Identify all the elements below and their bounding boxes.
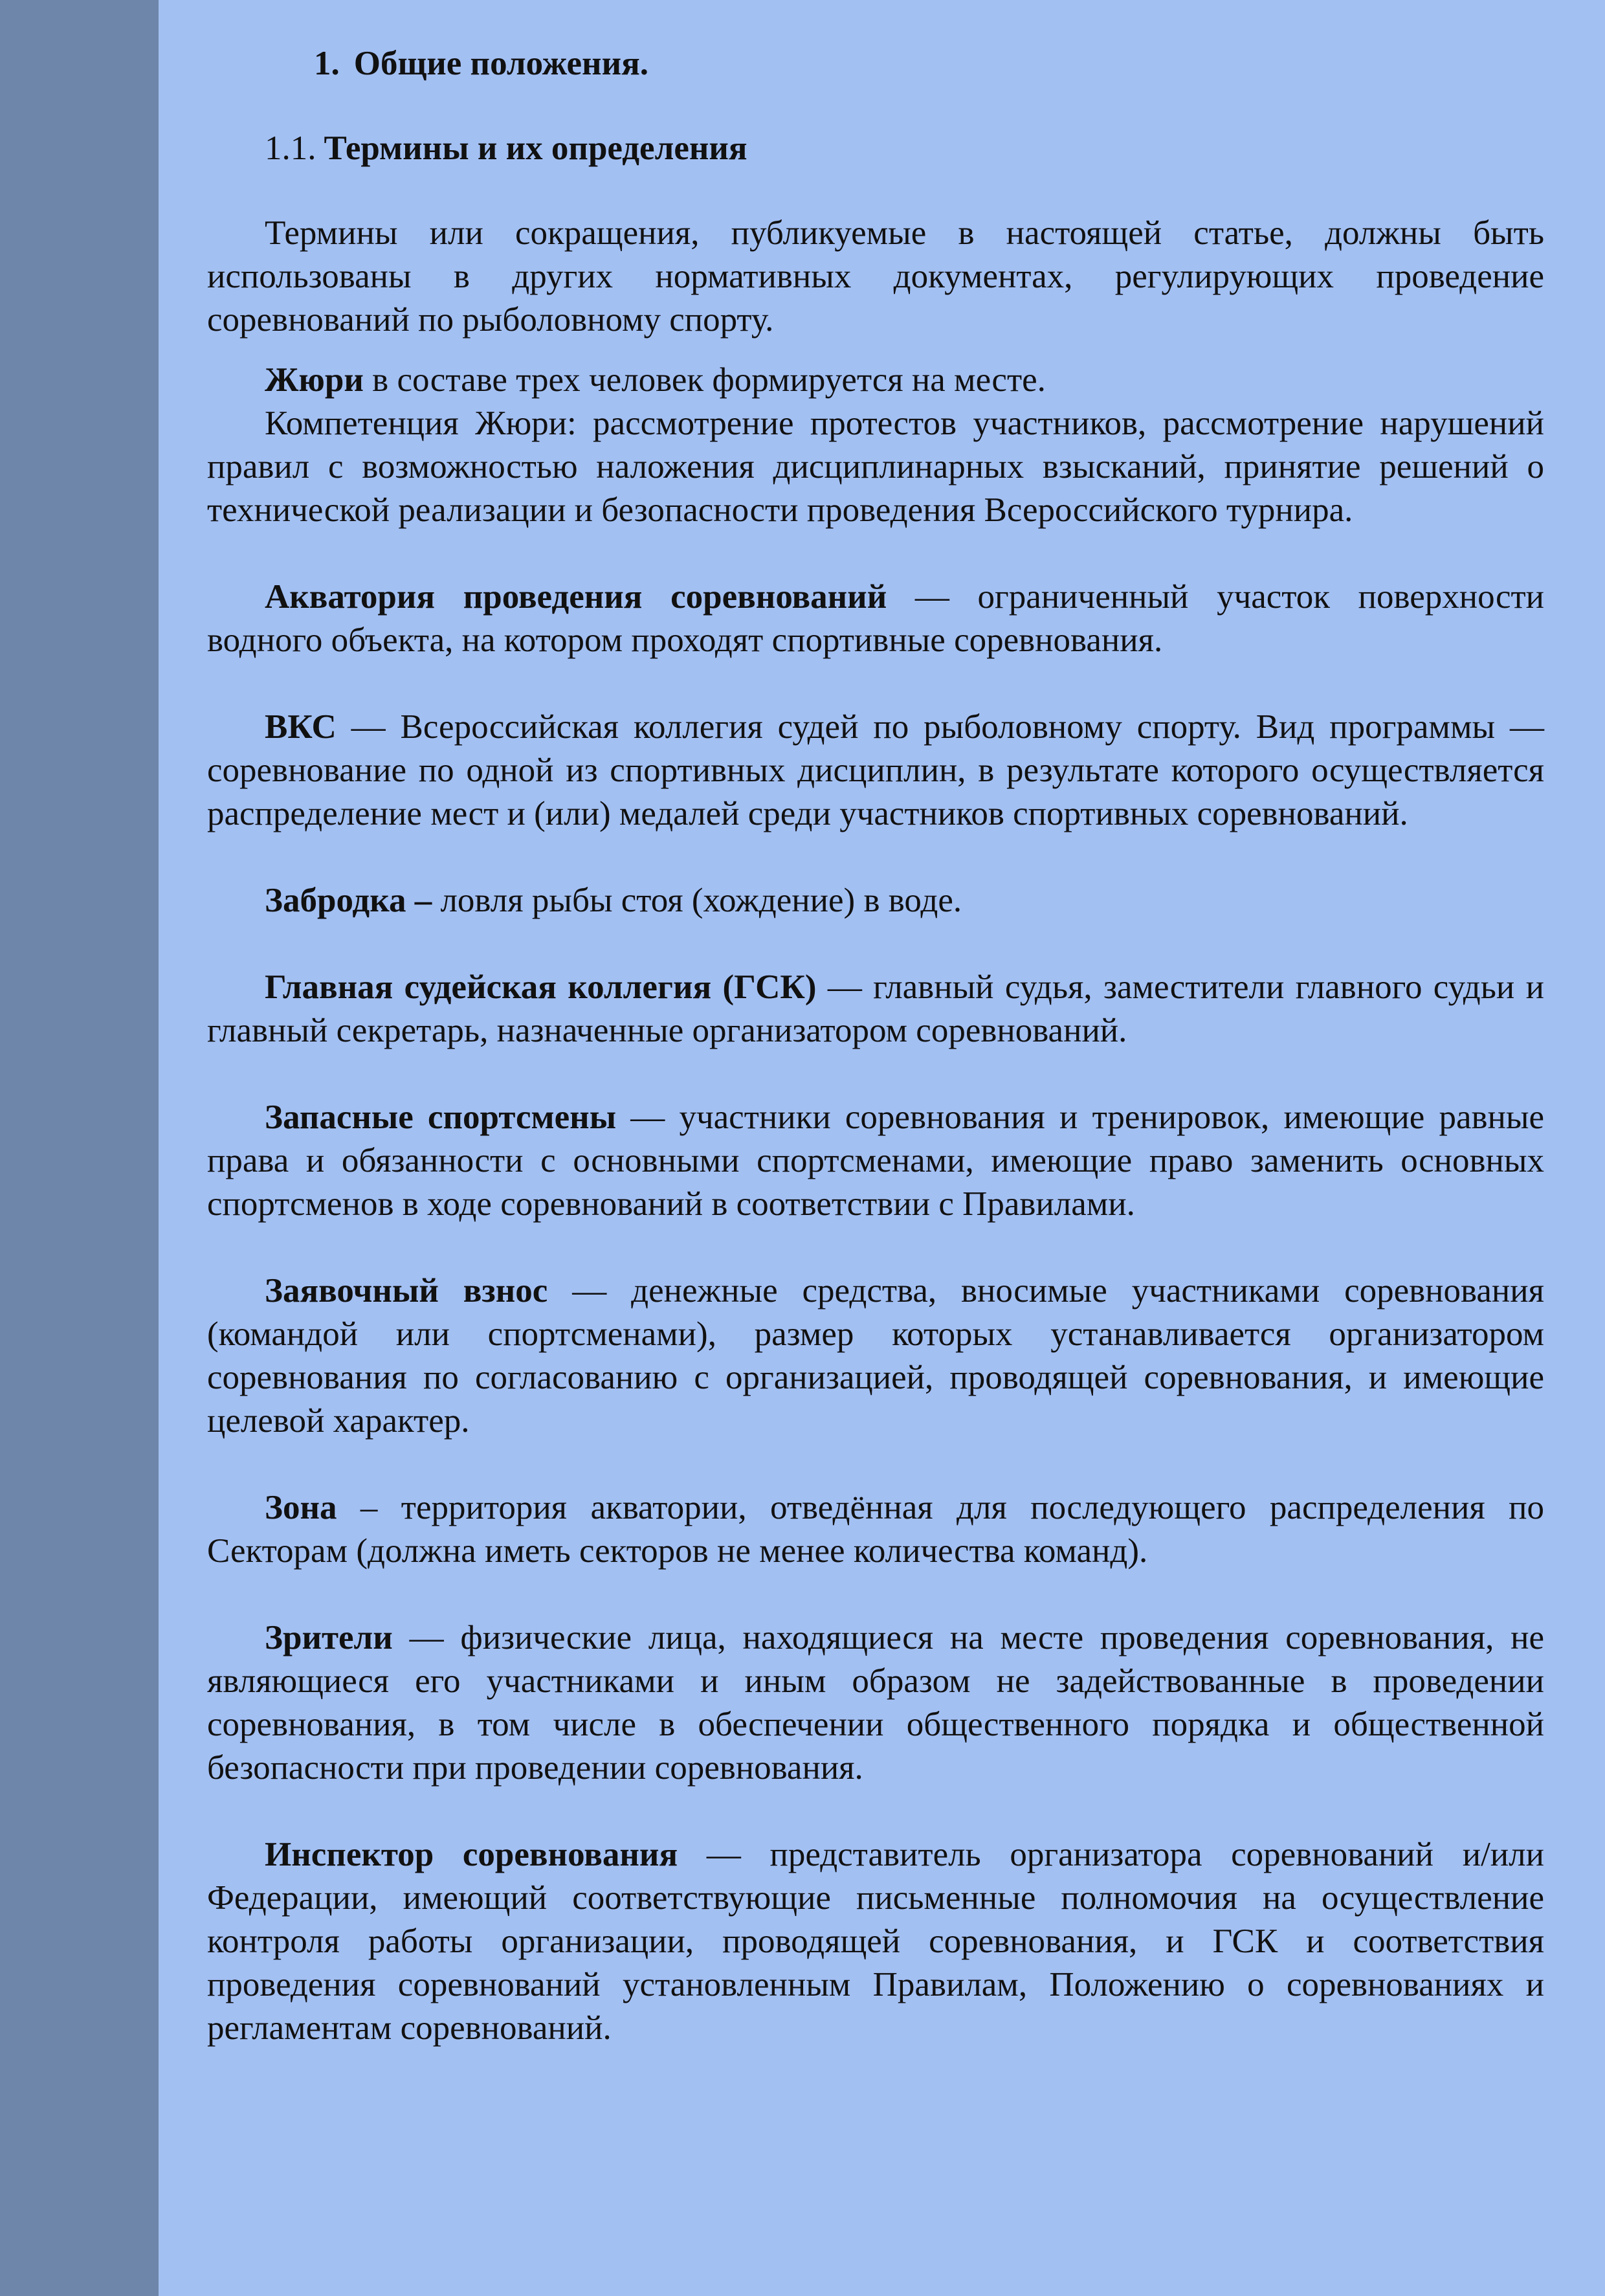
section-number: 1.	[314, 45, 340, 82]
document-content	[207, 42, 1544, 2050]
definition: — денежные средства, вносимые участниками соревнования (командой или спортсменами), размер которых устанавливается организатором соревнования по согласованию с организацией, проводящей соревнования, и имеющие целевой характер.	[207, 1272, 1544, 1440]
paragraph-zabrodka	[207, 879, 1544, 922]
term: Забродка –	[265, 882, 432, 919]
definition: ловля рыбы стоя (хождение) в воде.	[432, 882, 962, 919]
definition: в составе трех человек формируется на месте.	[363, 361, 1046, 399]
paragraph-intro	[207, 212, 1544, 342]
subsection-number: 1.1.	[265, 129, 316, 167]
paragraph-text: Компетенция Жюри: рассмотрение протестов участников, рассмотрение нарушений правил с возможностью наложения дисциплинарных взысканий, принятие решений о технической реализации и безопасности проведения Всероссийского турнира.	[207, 405, 1544, 529]
paragraph-zriteli	[207, 1616, 1544, 1790]
definition: — Всероссийская коллегия судей по рыболовному спорту. Вид программы — соревнование по одной из спортивных дисциплин, в результате которого осуществляется распределение мест и (или) медалей среди участников спортивных соревнований.	[207, 708, 1544, 832]
term: Заявочный взнос	[265, 1272, 548, 1310]
term: ВКС	[265, 708, 337, 746]
paragraph-gsk	[207, 966, 1544, 1053]
section-heading	[314, 42, 1544, 85]
term: Жюри	[265, 361, 364, 399]
subsection-title: Термины и их определения	[324, 129, 747, 167]
definition: — физические лица, находящиеся на месте проведения соревнования, не являющиеся его участниками и иным образом не задействованные в проведении соревнования, в том числе в обеспечении общественного порядка и общественной безопасности при проведении соревнования.	[207, 1619, 1544, 1787]
definition: — главный судья, заместители главного судьи и главный секретарь, назначенные организатором соревнований.	[207, 968, 1544, 1049]
paragraph-jury-competence	[207, 402, 1544, 532]
paragraph-zona	[207, 1486, 1544, 1573]
paragraph-jury	[207, 359, 1544, 402]
subsection-heading	[265, 127, 1544, 170]
definition: — представитель организатора соревнований и/или Федерации, имеющий соответствующие письменные полномочия на осуществление контроля работы организации, проводящей соревнования, и ГСК и соответствия проведения соревнований установленным Правилам, Положению о соревнованиях и регламентам соревнований.	[207, 1836, 1544, 2047]
term: Зона	[265, 1489, 337, 1526]
definition: — ограниченный участок поверхности водного объекта, на котором проходят спортивные соревнования.	[207, 578, 1544, 659]
left-sidebar-bar	[0, 0, 159, 2296]
paragraph-vks	[207, 706, 1544, 836]
term: Запасные спортсмены	[265, 1098, 617, 1136]
term: Акватория проведения соревнований	[265, 578, 887, 616]
term: Главная судейская коллегия (ГСК)	[265, 968, 817, 1006]
paragraph-akvatoriya	[207, 575, 1544, 662]
paragraph-text: Термины или сокращения, публикуемые в настоящей статье, должны быть использованы в других нормативных документах, регулирующих проведение соревнований по рыболовному спорту.	[207, 214, 1544, 339]
definition: – территория акватории, отведённая для последующего распределения по Секторам (должна иметь секторов не менее количества команд).	[207, 1489, 1544, 1570]
paragraph-zapasnye	[207, 1096, 1544, 1226]
definition: — участники соревнования и тренировок, имеющие равные права и обязанности с основными спортсменами, имеющие право заменить основных спортсменов в ходе соревнований в соответствии с Правилами.	[207, 1098, 1544, 1223]
paragraph-inspektor	[207, 1833, 1544, 2050]
section-title: Общие положения.	[353, 45, 649, 82]
term: Инспектор соревнования	[265, 1836, 678, 1873]
paragraph-vznos	[207, 1269, 1544, 1443]
term: Зрители	[265, 1619, 393, 1656]
